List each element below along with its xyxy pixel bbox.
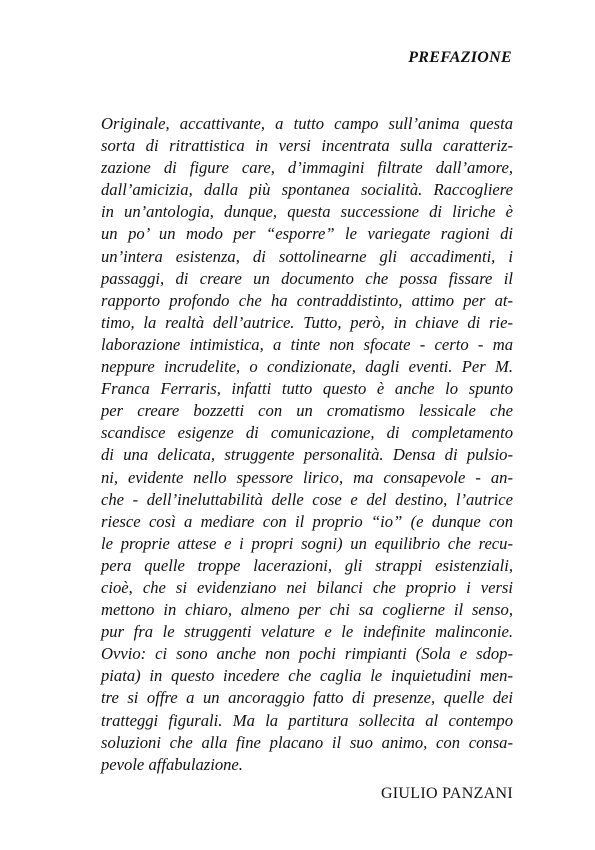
text-line: piata) in questo incedere che caglia le inquietudini men-	[101, 666, 513, 686]
text-line: Ovvio: ci sono anche non pochi rimpianti (Sola e sdop-	[101, 644, 513, 664]
author-signature: GIULIO PANZANI	[380, 785, 513, 802]
text-line: timo, la realtà dell’autrice. Tutto, però, in chiave di rie-	[101, 312, 513, 332]
text-line: che - dell’ineluttabilità delle cose e del destino, l’autrice	[101, 489, 513, 509]
text-line: laborazione intimistica, a tinte non sfocate - certo - ma	[101, 334, 513, 354]
section-heading: PREFAZIONE	[408, 49, 512, 66]
text-line: tratteggi figurali. Ma la partitura sollecita al contempo	[101, 710, 513, 730]
text-line: rapporto profondo che ha contraddistinto, attimo per at-	[101, 290, 513, 310]
preface-body	[101, 113, 513, 776]
text-line: di una delicata, struggente personalità. Densa di pulsio-	[101, 445, 513, 465]
text-line: le proprie attese e i propri sogni) un equilibrio che recu-	[101, 533, 513, 553]
text-line: dall’amicizia, dalla più spontanea socialità. Raccogliere	[101, 180, 513, 200]
text-line: tre si offre a un ancoraggio fatto di presenze, quelle dei	[101, 688, 513, 708]
text-line: cioè, che si evidenziano nei bilanci che proprio i versi	[101, 577, 513, 597]
text-line: neppure incrudelite, o condizionate, dagli eventi. Per M.	[101, 357, 513, 377]
text-line: pur fra le struggenti velature e le indefinite malinconie.	[101, 622, 513, 642]
text-line: passaggi, di creare un documento che possa fissare il	[101, 268, 513, 288]
text-line: in un’antologia, dunque, questa successione di liriche è	[101, 202, 513, 222]
text-line: soluzioni che alla fine placano il suo animo, con consa-	[101, 732, 513, 752]
text-line: mettono in chiaro, almeno per chi sa coglierne il senso,	[101, 600, 513, 620]
text-line: sorta di ritrattistica in versi incentrata sulla caratteriz-	[101, 136, 513, 156]
text-line: un’intera esistenza, di sottolinearne gli accadimenti, i	[101, 246, 513, 266]
text-line: un po’ un modo per “esporre” le variegate ragioni di	[101, 224, 513, 244]
text-line: scandisce esigenze di comunicazione, di completamento	[101, 423, 513, 443]
text-line: Originale, accattivante, a tutto campo sull’anima questa	[101, 114, 513, 133]
text-line: per creare bozzetti con un cromatismo lessicale che	[101, 401, 513, 421]
text-line: ni, evidente nello spessore lirico, ma consapevole - an-	[101, 467, 513, 487]
text-line: riesce così a mediare con il proprio “io” (e dunque con	[101, 511, 513, 531]
text-line: zazione di figure care, d’immagini filtrate dall’amore,	[101, 158, 513, 178]
text-line-last: pevole affabulazione.	[101, 754, 243, 774]
text-line: Franca Ferraris, infatti tutto questo è anche lo spunto	[101, 379, 513, 399]
text-line: pera quelle troppe lacerazioni, gli strappi esistenziali,	[101, 555, 513, 575]
